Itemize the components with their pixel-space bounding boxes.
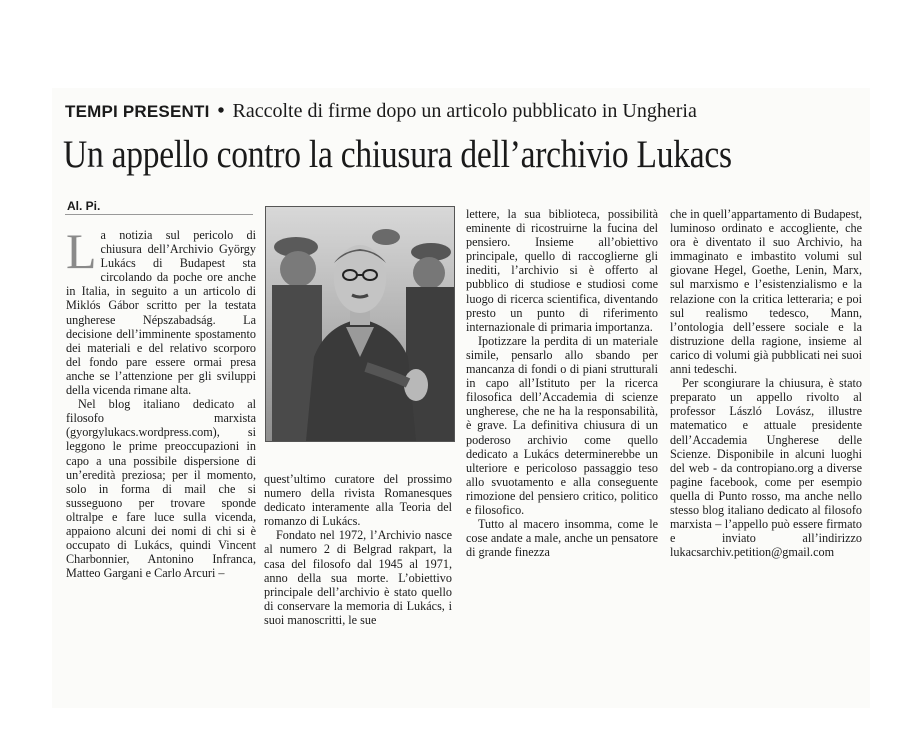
- paragraph: lettere, la sua biblioteca, possibilità eminente di ricostruirne la fucina del pensiero. Insieme all’obiettivo principale, quello di raccoglierne gli inediti, l’archivio si è offerto al pubblico di studiose e studiosi come luogo di ricerca scientifica, diventando presto un punto di riferimento internazionale di primaria importanza.: [466, 207, 658, 334]
- byline: Al. Pi.: [67, 199, 101, 213]
- paragraph: quest’ultimo curatore del prossimo numero della rivista Romanesques dedicato interamente alla Teoria del romanzo di Lukács.: [264, 472, 452, 529]
- kicker-line: [65, 100, 855, 123]
- paragraph: Ipotizzare la perdita di un materiale simile, pensarlo allo sbando per mancanza di fondi o di piani strutturali in capo all’Istituto per la ricerca filosofica dell’Accademia di scienze ungherese, che ne ha la responsabilità, è grave. La definitiva chiusura di un poderoso archivio come quello dedicato a Lukács determinerebbe un ulteriore e pericoloso passaggio teso allo svuotamento e alla conseguente rimozione del pensiero critico, politico e filosofico.: [466, 333, 658, 517]
- kicker-text: Raccolte di firme dopo un articolo pubblicato in Ungheria: [232, 100, 697, 122]
- byline-divider: [65, 214, 253, 215]
- paragraph: che in quell’appartamento di Budapest, luminoso ordinato e accogliente, che ora è diventato il suo Archivio, ha immaginato e imbastito volumi sul giovane Hegel, Goethe, Lenin, Marx, sul marxismo e l’esistenzialismo e la relazione con la critica letteraria; e poi sul realismo tedesco, Mann, l’ontologia dell’essere sociale e la distruzione della ragione, insieme al carico di volumi già pubblicati nei suoi anni tedeschi.: [670, 207, 862, 377]
- article-column-4: [670, 207, 862, 559]
- kicker-separator: •: [217, 100, 225, 122]
- article-column-3: [466, 207, 658, 559]
- paragraph: La notizia sul pericolo di chiusura dell’Archivio György Lukács di Budapest sta circolando da poche ore anche in Italia, in seguito a un articolo di Miklós Gábor scritto per la testata ungherese Népszabadság. La decisione dell’imminente spostamento dei materiali e del relativo scorporo del fondo pare essere ormai presa anche se l’attenzione per gli sviluppi della vicenda rimane alta.: [66, 223, 256, 398]
- drop-cap: L: [66, 223, 97, 279]
- article-column-2: [264, 472, 452, 627]
- paragraph: Tutto al macero insomma, come le cose andate a male, anche un pensatore di grande finezza: [466, 517, 658, 560]
- paragraph: Per scongiurare la chiusura, è stato preparato un appello rivolto al professor László Lovász, illustre matematico e attuale presidente dell’Accademia Ungherese delle Scienze. Disponibile in alcuni luoghi del web - da contropiano.org a diverse pagine facebook, come per esempio quella di Punto rosso, ma anche nello stesso blog italiano dedicato al filosofo marxista – l’appello può essere firmato e inviato all’indirizzo lukacsarchiv.petition@gmail.com: [670, 376, 862, 560]
- article-column-1: [66, 223, 256, 581]
- portrait-photo-icon: [265, 206, 455, 442]
- paragraph: Nel blog italiano dedicato al filosofo marxista (gyorgylukacs.wordpress.com), si leggono le prime preoccupazioni in capo a una possibile dispersione di un’eredità preziosa; per il momento, solo in forma di mail che si susseguono per trovare sponde oltralpe e fare luce sulla vicenda, appaiono alcuni dei nomi di chi si è occupato di Lukács, quindi Vincent Charbonnier, Antonino Infranca, Matteo Gargani e Carlo Arcuri –: [66, 397, 256, 581]
- headline: Un appello contro la chiusura dell’archivio Lukacs: [63, 133, 732, 176]
- section-tag: TEMPI PRESENTI: [65, 102, 210, 121]
- paragraph: Fondato nel 1972, l’Archivio nasce al numero 2 di Belgrad rakpart, la casa del filosofo dal 1945 al 1971, anno della sua morte. L’obiettivo principale dell’archivio è stato quello di conservare la memoria di Lukács, i suoi manoscritti, le sue: [264, 528, 452, 627]
